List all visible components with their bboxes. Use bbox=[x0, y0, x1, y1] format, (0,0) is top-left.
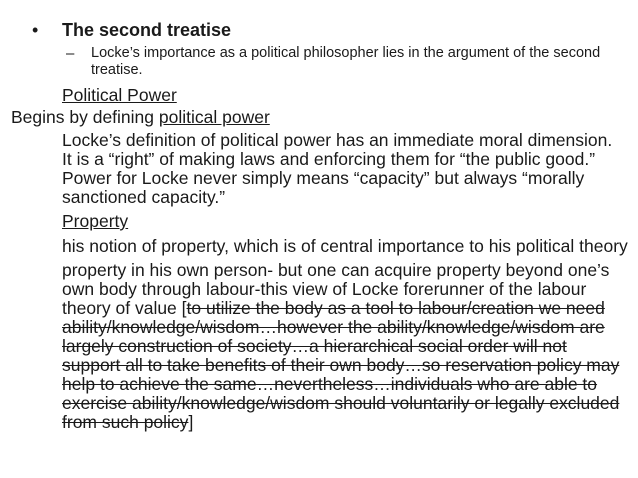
sub-bullet-marker: – bbox=[66, 45, 75, 62]
political-power-definition: Locke’s definition of political power has an immediate moral dimension. It is a “right” of making laws and enforcing them for “the public good.” Power for Locke never simply means “capacity” but always “morally sanctioned capacity.” bbox=[62, 130, 613, 207]
begins-line bbox=[11, 107, 270, 128]
political-power-heading: Political Power bbox=[62, 85, 177, 105]
begins-prefix: Begins by defining bbox=[11, 107, 159, 127]
property-notion: his notion of property, which is of central importance to his political theory bbox=[62, 236, 628, 256]
sub-bullet-text: Locke’s importance as a political philosopher lies in the argument of the second treatise. bbox=[91, 45, 601, 78]
property-heading: Property bbox=[62, 211, 129, 231]
bullet-marker: • bbox=[32, 20, 39, 40]
struck-through-note: to utilize the body as a tool to labour/creation we need ability/knowledge/wisdom…however the ability/knowledge/wisdom are largely construction of society…a hierarchical social order will not support all to take benefits of their own body…so reservation policy may help to achieve the same…nevertheless…individuals who are able to exercise ability/knowledge/wisdom should voluntarily or legally excluded from such policy bbox=[62, 298, 620, 432]
closing-bracket: ] bbox=[188, 412, 194, 432]
slide-title: The second treatise bbox=[62, 20, 232, 40]
property-body-text: property in his own person- but one can acquire property beyond one’s own body through labour-this view of Locke forerunner of the labour theory of value [ bbox=[62, 260, 610, 318]
property-body bbox=[62, 261, 622, 432]
political-power-term: political power bbox=[158, 107, 270, 127]
